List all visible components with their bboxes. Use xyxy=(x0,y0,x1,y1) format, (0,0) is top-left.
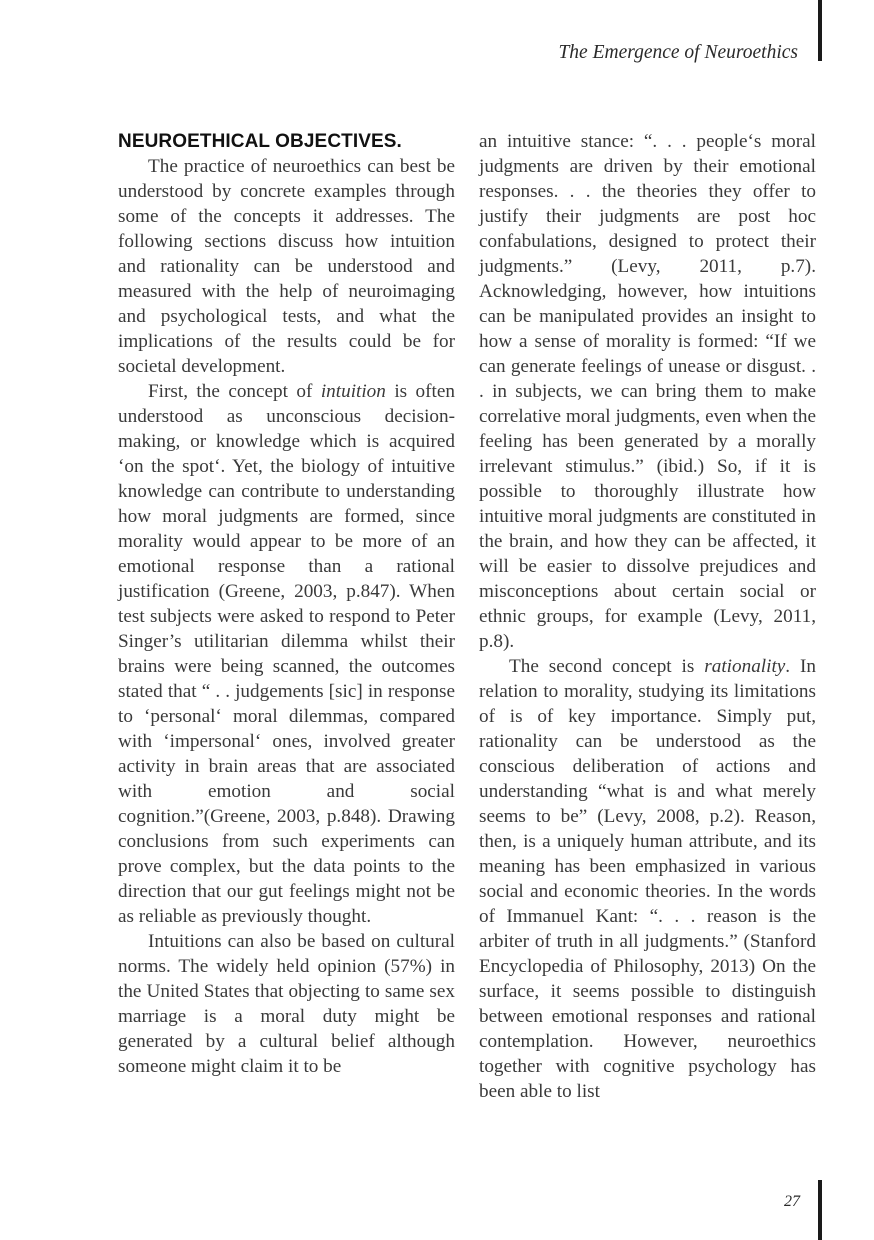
paragraph-text: The second concept is xyxy=(509,656,705,677)
left-column xyxy=(118,129,455,1079)
paragraph: The practice of neuroethics can best be understood by concrete examples through some of the concepts it addresses. The following sections discuss how intuition and rationality can be understood and measured with the help of neuroimaging and psychological tests, and what the implications of the results could be for societal development. xyxy=(118,156,455,377)
term-rationality: rationality xyxy=(704,656,786,677)
header-rule xyxy=(818,0,822,61)
paragraph xyxy=(118,379,455,929)
paragraph xyxy=(479,654,816,1104)
term-intuition: intuition xyxy=(320,381,386,402)
right-column xyxy=(479,129,816,1104)
paragraph-text: is often understood as unconscious decision-making, or knowledge which is acquired ‘on the spot‘. Yet, the biology of intuitive knowledge can contribute to understanding how moral judgments are formed, since morality would appear to be more of an emotional response than a rational justification (Greene, 2003, p.847). When test subjects were asked to respond to Peter Singer’s utilitarian dilemma whilst their brains were being scanned, the outcomes stated that “ . . judgements [sic] in response to ‘personal‘ moral dilemmas, compared with ‘impersonal‘ ones, involved greater activity in brain areas that are associated with emotion and social cognition.”(Greene, 2003, p.848). Drawing conclusions from such experiments can prove complex, but the data points to the direction that our gut feelings might not be as reliable as previously thought. xyxy=(118,381,455,927)
page-number: 27 xyxy=(784,1193,800,1210)
paragraph-text: . In relation to morality, studying its limitations of is of key importance. Simply put, rationality can be understood as the conscious deliberation of actions and understanding “what is and what merely seems to be” (Levy, 2008, p.2). Reason, then, is a uniquely human attribute, and its meaning has been emphasized in various social and economic theories. In the words of Immanuel Kant: “. . . reason is the arbiter of truth in all judgments.” (Stanford Encyclopedia of Philosophy, 2013) On the surface, it seems possible to distinguish between emotional responses and rational contemplation. However, neuroethics together with cognitive psychology has been able to list xyxy=(479,656,817,1102)
footer-rule xyxy=(818,1180,822,1240)
paragraph: Intuitions can also be based on cultural norms. The widely held opinion (57%) in the United States that objecting to same sex marriage is a moral duty might be generated by a cultural belief although someone might claim it to be xyxy=(118,931,455,1077)
running-header: The Emergence of Neuroethics xyxy=(558,42,798,63)
section-heading: NEUROETHICAL OBJECTIVES. xyxy=(118,131,402,152)
paragraph: an intuitive stance: “. . . people‘s moral judgments are driven by their emotional responses. . . the theories they offer to justify their judgments are post hoc confabulations, designed to protect their judgments.” (Levy, 2011, p.7). Acknowledging, however, how intuitions can be manipulated provides an insight to how a sense of morality is formed: “If we can generate feelings of unease or disgust. . . in subjects, we can bring them to make correlative moral judgments, even when the feeling has been generated by a morally irrelevant stimulus.” (ibid.) So, if it is possible to thoroughly illustrate how intuitive moral judgments are constituted in the brain, and how they can be affected, it will be easier to dissolve prejudices and misconceptions about certain social or ethnic groups, for example (Levy, 2011, p.8). xyxy=(479,131,816,652)
paragraph-text: First, the concept of xyxy=(148,381,321,402)
